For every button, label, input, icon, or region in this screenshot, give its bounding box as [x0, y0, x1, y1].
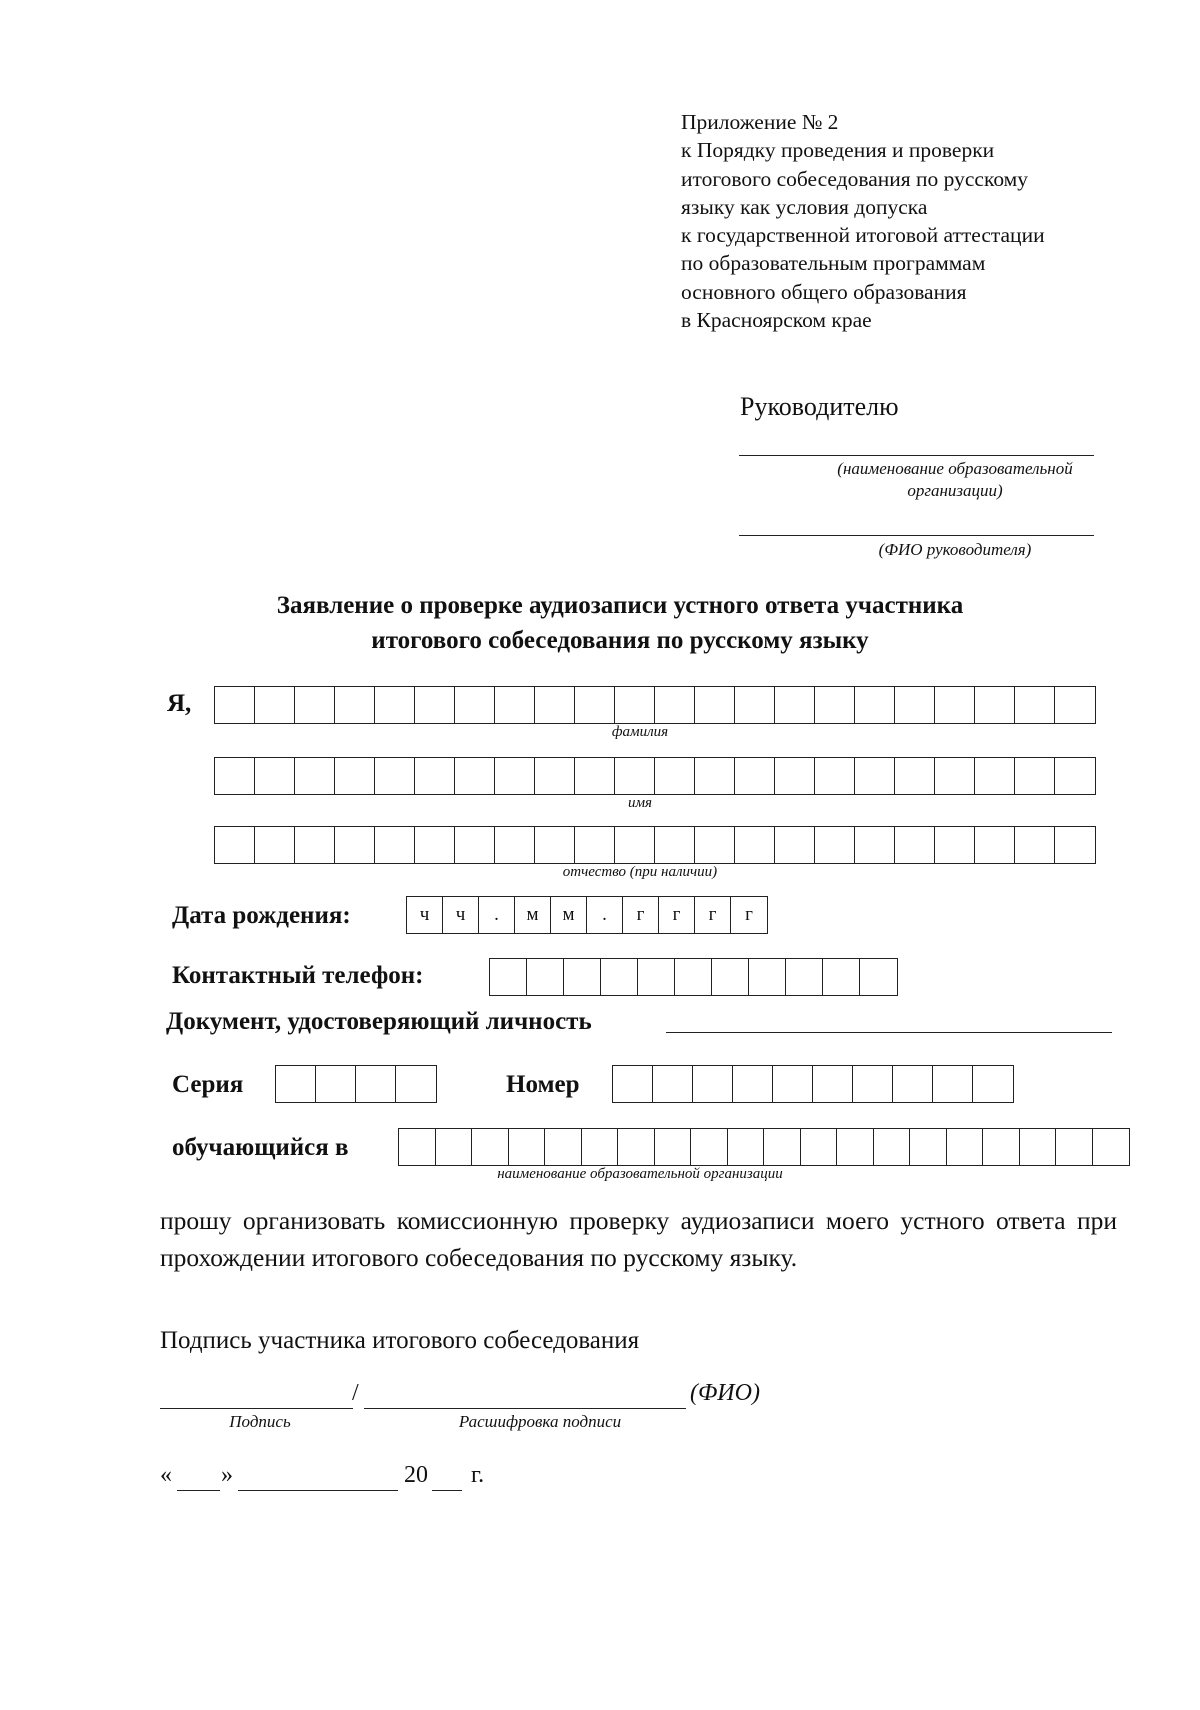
char-cell[interactable]	[455, 758, 495, 794]
char-cell[interactable]: м	[515, 897, 551, 933]
char-cell[interactable]	[255, 827, 295, 863]
char-cell[interactable]	[893, 1066, 933, 1102]
char-cell[interactable]	[575, 687, 615, 723]
char-cell[interactable]	[695, 758, 735, 794]
char-cell[interactable]	[786, 959, 823, 995]
char-cell[interactable]	[356, 1066, 396, 1102]
char-cell[interactable]	[615, 758, 655, 794]
appendix-line: к Порядку проведения и проверки	[681, 138, 995, 163]
char-cell[interactable]	[564, 959, 601, 995]
date-year-suffix: г.	[471, 1462, 485, 1488]
appendix-line: по образовательным программам	[681, 251, 986, 276]
school-label: обучающийся в	[172, 1134, 349, 1161]
date-year-prefix: 20	[404, 1462, 428, 1488]
char-cell[interactable]	[1055, 758, 1095, 794]
char-cell[interactable]	[815, 758, 855, 794]
char-cell[interactable]	[255, 687, 295, 723]
char-cell[interactable]	[215, 758, 255, 794]
char-cell[interactable]	[691, 1129, 728, 1165]
char-cell[interactable]	[653, 1066, 693, 1102]
document-line[interactable]	[666, 1032, 1112, 1033]
char-cell[interactable]	[375, 687, 415, 723]
org-name-line[interactable]	[739, 455, 1094, 456]
char-cell[interactable]	[813, 1066, 853, 1102]
char-cell[interactable]	[535, 758, 575, 794]
fio-label: (ФИО)	[690, 1380, 760, 1406]
patronymic-hint: отчество (при наличии)	[562, 864, 718, 880]
char-cell[interactable]	[1015, 758, 1055, 794]
char-cell[interactable]	[455, 827, 495, 863]
i-prefix: Я,	[167, 690, 192, 717]
char-cell[interactable]	[215, 827, 255, 863]
phone-boxes[interactable]	[489, 958, 898, 996]
request-paragraph: прошу организовать комиссионную проверку аудиозаписи моего устного ответа при прохождении итогового собеседования по русскому языку.	[160, 1206, 1117, 1272]
char-cell[interactable]	[415, 827, 455, 863]
char-cell[interactable]	[695, 687, 735, 723]
appendix-line: языку как условия допуска	[681, 194, 928, 219]
char-cell[interactable]	[601, 959, 638, 995]
char-cell[interactable]	[773, 1066, 813, 1102]
series-label: Серия	[172, 1071, 244, 1098]
char-cell[interactable]	[735, 827, 775, 863]
char-cell[interactable]	[436, 1129, 473, 1165]
surname-hint: фамилия	[611, 724, 669, 740]
char-cell[interactable]	[775, 827, 815, 863]
char-cell[interactable]	[910, 1129, 947, 1165]
char-cell[interactable]	[535, 827, 575, 863]
char-cell[interactable]	[983, 1129, 1020, 1165]
char-cell[interactable]	[823, 959, 860, 995]
char-cell[interactable]	[853, 1066, 893, 1102]
appendix-line: Приложение № 2	[681, 110, 839, 134]
char-cell[interactable]	[295, 758, 335, 794]
name-hint: имя	[627, 795, 653, 811]
char-cell[interactable]	[575, 758, 615, 794]
char-cell[interactable]	[1056, 1129, 1093, 1165]
char-cell[interactable]	[712, 959, 749, 995]
char-cell[interactable]	[375, 827, 415, 863]
char-cell[interactable]	[495, 758, 535, 794]
char-cell[interactable]	[455, 687, 495, 723]
char-cell[interactable]	[276, 1066, 316, 1102]
char-cell[interactable]	[295, 827, 335, 863]
name-boxes[interactable]	[214, 757, 1096, 795]
char-cell[interactable]	[855, 758, 895, 794]
appendix-line: основного общего образования	[681, 279, 967, 304]
char-cell[interactable]: г	[745, 904, 753, 925]
char-cell[interactable]	[1015, 687, 1055, 723]
char-cell[interactable]	[545, 1129, 582, 1165]
char-cell[interactable]	[638, 959, 675, 995]
char-cell[interactable]	[1015, 827, 1055, 863]
char-cell[interactable]	[375, 758, 415, 794]
signature-title: Подпись участника итогового собеседования	[160, 1327, 640, 1354]
char-cell[interactable]	[255, 758, 295, 794]
char-cell[interactable]	[295, 687, 335, 723]
appendix-line: в Красноярском крае	[681, 308, 872, 333]
char-cell[interactable]	[316, 1066, 356, 1102]
series-boxes[interactable]	[275, 1065, 437, 1103]
char-cell[interactable]	[615, 687, 655, 723]
appendix-line: к государственной итоговой аттестации	[681, 223, 1045, 248]
char-cell[interactable]	[535, 687, 575, 723]
char-cell[interactable]	[335, 687, 375, 723]
char-cell[interactable]	[815, 687, 855, 723]
document-label: Документ, удостоверяющий личность	[166, 1008, 592, 1035]
char-cell[interactable]	[215, 687, 255, 723]
decode-hint: Расшифровка подписи	[458, 1412, 622, 1431]
number-label: Номер	[506, 1071, 580, 1098]
char-cell[interactable]: .	[479, 897, 515, 933]
char-cell[interactable]	[895, 758, 935, 794]
birth-date-boxes[interactable]	[406, 896, 768, 934]
char-cell[interactable]	[837, 1129, 874, 1165]
char-cell[interactable]	[1020, 1129, 1057, 1165]
char-cell[interactable]: г	[623, 897, 659, 933]
char-cell[interactable]	[1055, 827, 1095, 863]
char-cell[interactable]	[935, 687, 975, 723]
char-cell[interactable]	[527, 959, 564, 995]
char-cell[interactable]	[860, 959, 897, 995]
char-cell[interactable]	[973, 1066, 1013, 1102]
char-cell[interactable]	[472, 1129, 509, 1165]
date-open-quote: «	[160, 1462, 172, 1488]
char-cell[interactable]	[675, 959, 712, 995]
signature-slash: /	[352, 1380, 359, 1406]
number-boxes[interactable]	[612, 1065, 1014, 1103]
char-cell[interactable]	[733, 1066, 773, 1102]
char-cell[interactable]	[495, 827, 535, 863]
char-cell[interactable]	[855, 687, 895, 723]
char-cell[interactable]	[895, 687, 935, 723]
char-cell[interactable]	[335, 827, 375, 863]
char-cell[interactable]	[509, 1129, 546, 1165]
char-cell[interactable]	[775, 687, 815, 723]
sign-hint: Подпись	[229, 1412, 291, 1431]
char-cell[interactable]	[815, 827, 855, 863]
char-cell[interactable]	[490, 959, 527, 995]
school-boxes[interactable]	[398, 1128, 1130, 1166]
char-cell[interactable]: м	[551, 897, 587, 933]
document-title	[160, 588, 1080, 658]
char-cell[interactable]	[693, 1066, 733, 1102]
title-line-2: итогового собеседования по русскому языку	[371, 627, 869, 654]
date-year-line[interactable]	[432, 1490, 462, 1491]
birth-date-label: Дата рождения:	[172, 902, 351, 929]
char-cell[interactable]	[575, 827, 615, 863]
char-cell[interactable]: ч	[407, 897, 443, 933]
char-cell[interactable]	[749, 959, 786, 995]
char-cell[interactable]	[933, 1066, 973, 1102]
char-cell[interactable]: .	[587, 897, 623, 933]
char-cell[interactable]	[764, 1129, 801, 1165]
char-cell[interactable]: г	[695, 897, 731, 933]
head-name-line[interactable]	[739, 535, 1094, 536]
char-cell[interactable]	[582, 1129, 619, 1165]
addressee-title: Руководителю	[740, 392, 899, 421]
char-cell[interactable]	[801, 1129, 838, 1165]
char-cell[interactable]	[655, 827, 695, 863]
char-cell[interactable]	[495, 687, 535, 723]
char-cell[interactable]	[775, 758, 815, 794]
patronymic-boxes[interactable]	[214, 826, 1096, 864]
char-cell[interactable]	[695, 827, 735, 863]
surname-boxes[interactable]	[214, 686, 1096, 724]
date-day-line[interactable]	[177, 1490, 220, 1491]
char-cell[interactable]	[935, 827, 975, 863]
head-name-hint: (ФИО руководителя)	[878, 540, 1032, 559]
char-cell[interactable]	[655, 758, 695, 794]
char-cell[interactable]	[935, 758, 975, 794]
char-cell[interactable]	[947, 1129, 984, 1165]
signature-decode-line[interactable]	[364, 1408, 686, 1409]
char-cell[interactable]	[895, 827, 935, 863]
char-cell[interactable]	[615, 827, 655, 863]
char-cell[interactable]	[618, 1129, 655, 1165]
char-cell[interactable]	[655, 687, 695, 723]
phone-label: Контактный телефон:	[172, 962, 424, 989]
char-cell[interactable]	[655, 1129, 692, 1165]
title-line-1: Заявление о проверке аудиозаписи устного ответа участника	[276, 592, 964, 619]
date-close-quote: »	[221, 1462, 233, 1488]
appendix-header	[681, 108, 1121, 334]
char-cell[interactable]: г	[659, 897, 695, 933]
char-cell[interactable]	[396, 1066, 436, 1102]
char-cell[interactable]	[1055, 687, 1095, 723]
appendix-line: итогового собеседования по русскому	[681, 166, 1029, 191]
char-cell[interactable]	[335, 758, 375, 794]
signature-line[interactable]	[160, 1408, 353, 1409]
char-cell[interactable]	[975, 687, 1015, 723]
char-cell[interactable]	[613, 1066, 653, 1102]
char-cell[interactable]	[975, 827, 1015, 863]
char-cell[interactable]	[415, 687, 455, 723]
char-cell[interactable]	[975, 758, 1015, 794]
char-cell[interactable]	[735, 758, 775, 794]
date-month-line[interactable]	[238, 1490, 398, 1491]
char-cell[interactable]	[1093, 1129, 1130, 1165]
char-cell[interactable]	[728, 1129, 765, 1165]
char-cell[interactable]	[735, 687, 775, 723]
char-cell[interactable]	[415, 758, 455, 794]
school-hint: наименование образовательной организации	[497, 1166, 783, 1182]
char-cell[interactable]	[874, 1129, 911, 1165]
org-name-hint: (наименование образовательной организации)	[837, 459, 1073, 500]
char-cell[interactable]	[399, 1129, 436, 1165]
char-cell[interactable]: ч	[443, 897, 479, 933]
char-cell[interactable]	[855, 827, 895, 863]
